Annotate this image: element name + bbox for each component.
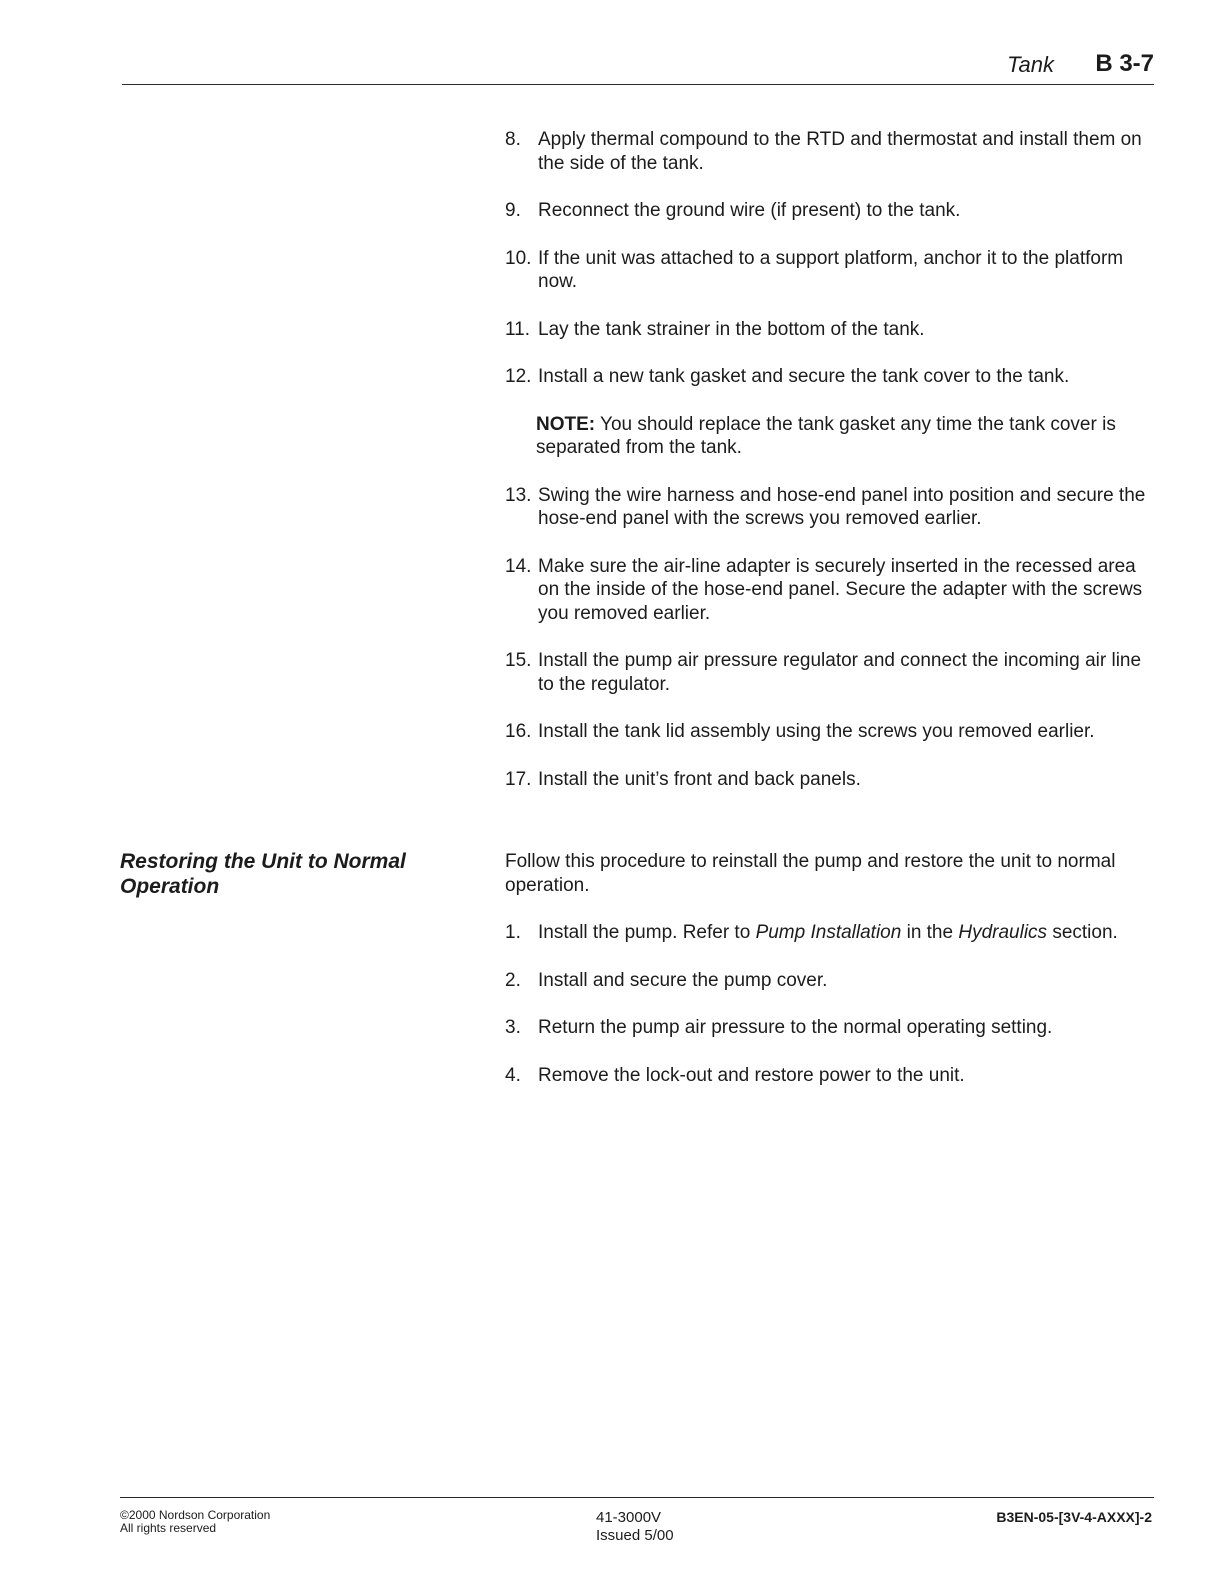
step-text: Reconnect the ground wire (if present) to the tank.	[538, 200, 961, 221]
step-item	[505, 199, 1155, 223]
step-item	[505, 649, 1155, 696]
step-item	[505, 247, 1155, 294]
step-item	[505, 365, 1155, 389]
restore-procedure	[505, 850, 1155, 1111]
step-text: Make sure the air-line adapter is securely inserted in the recessed area on the inside of the hose-end panel. Secure the adapter with the screws you removed earlier.	[538, 555, 1143, 624]
step-text: Return the pump air pressure to the normal operating setting.	[538, 1017, 1053, 1038]
copyright-line: ©2000 Nordson Corporation	[120, 1508, 271, 1522]
step-text: Install the tank lid assembly using the screws you removed earlier.	[538, 721, 1095, 742]
page-header	[122, 50, 1154, 85]
section-heading: Restoring the Unit to Normal Operation	[120, 850, 406, 898]
step-number: 10.	[505, 247, 532, 269]
pump-installation-reference: Pump Installation	[755, 922, 902, 943]
hydraulics-reference: Hydraulics	[958, 922, 1048, 943]
footer-divider	[120, 1497, 1154, 1498]
note-label: NOTE:	[536, 413, 596, 435]
step-number: 16.	[505, 721, 532, 742]
step-number: 1.	[505, 922, 521, 943]
procedure-steps-list	[505, 128, 1155, 815]
issue-date: Issued 5/00	[596, 1527, 674, 1544]
step-item	[505, 1064, 1155, 1088]
header-page-number: B 3-7	[1095, 50, 1154, 77]
restore-intro: Follow this procedure to reinstall the pump and restore the unit to normal operation.	[505, 851, 1116, 896]
step-item	[505, 1016, 1155, 1040]
step-number: 2.	[505, 969, 521, 991]
step-number: 9.	[505, 200, 521, 221]
note-block	[505, 413, 1155, 460]
footer-document-info	[596, 1509, 674, 1545]
step-text: Lay the tank strainer in the bottom of the tank.	[538, 318, 925, 340]
header-section-title: Tank	[1007, 52, 1054, 77]
step-number: 17.	[505, 768, 532, 790]
footer-document-code: B3EN-05-[3V-4-AXXX]-2	[996, 1509, 1152, 1525]
step-text: Install a new tank gasket and secure the tank cover to the tank.	[538, 366, 1070, 387]
note-text: You should replace the tank gasket any time the tank cover is separated from the tank.	[536, 413, 1116, 458]
step-item	[505, 128, 1155, 175]
rights-line: All rights reserved	[120, 1521, 217, 1535]
step-item	[505, 921, 1155, 945]
step-item	[505, 555, 1155, 626]
step-text: Swing the wire harness and hose-end panel into position and secure the hose-end panel with the screws you removed earlier.	[538, 484, 1146, 529]
step-text: Install the unit’s front and back panels.	[538, 768, 861, 790]
step-text-middle: in the	[901, 922, 959, 943]
step-number: 12.	[505, 366, 532, 387]
step-item	[505, 969, 1155, 993]
step-number: 8.	[505, 129, 521, 150]
step-number: 13.	[505, 484, 532, 506]
step-number: 4.	[505, 1064, 521, 1086]
step-text: Remove the lock-out and restore power to the unit.	[538, 1064, 965, 1086]
footer-copyright	[120, 1509, 270, 1535]
step-number: 14.	[505, 555, 532, 577]
step-text: Install the pump air pressure regulator and connect the incoming air line to the regulator.	[538, 650, 1142, 695]
document-number: 41-3000V	[596, 1509, 662, 1526]
step-text: Install and secure the pump cover.	[538, 969, 828, 991]
step-text-prefix: Install the pump. Refer to	[538, 922, 756, 943]
step-text-suffix: section.	[1047, 922, 1118, 943]
step-number: 3.	[505, 1017, 521, 1038]
step-text: Apply thermal compound to the RTD and thermostat and install them on the side of the tank.	[538, 129, 1142, 174]
step-item	[505, 484, 1155, 531]
step-item	[505, 768, 1155, 792]
step-item	[505, 720, 1155, 744]
step-text: If the unit was attached to a support platform, anchor it to the platform now.	[538, 247, 1124, 292]
step-number: 15.	[505, 650, 532, 671]
step-number: 11.	[505, 318, 531, 340]
step-item	[505, 318, 1155, 342]
